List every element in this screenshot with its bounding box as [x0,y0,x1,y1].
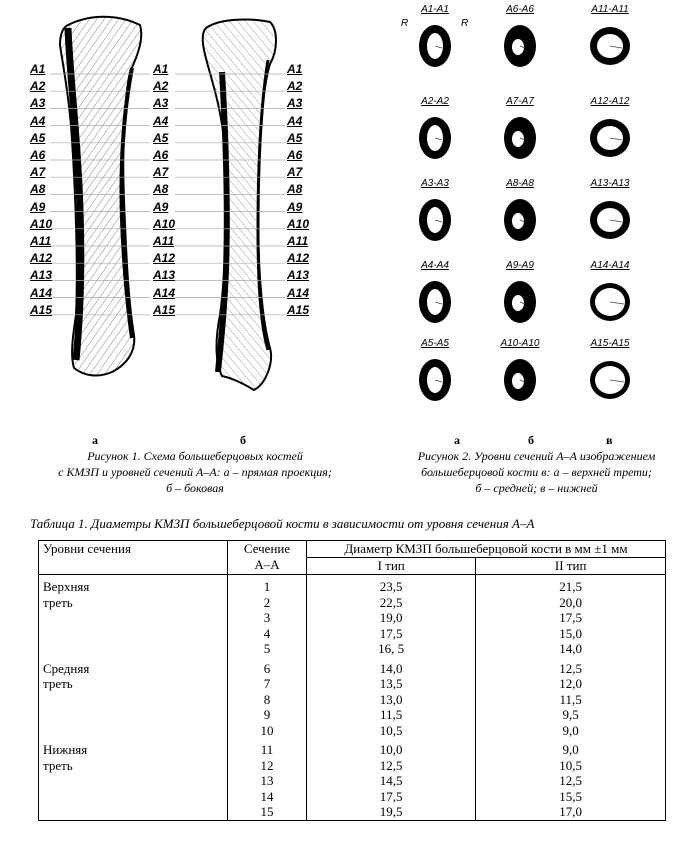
level-group-cell [39,626,228,642]
table-row [39,641,666,657]
cross-section-cell [395,4,475,74]
level-label: A7 [30,165,46,180]
cross-section-cell [480,178,560,248]
level-label: A5 [287,130,303,145]
cross-section-label: A3-A3 [421,178,449,189]
type1-cell: 10,0 [307,738,476,758]
cross-section-shape [395,108,475,168]
section-cell: 8 [228,692,307,708]
table-body [39,575,666,821]
level-label: A14 [153,285,176,300]
cross-section-cell [570,178,650,248]
level-group-cell: Верхняя [39,575,228,595]
table-row [39,738,666,758]
table-title: Таблица 1. Диаметры КМЗП большеберцовой кости в зависимости от уровня сечения А–А [30,516,535,531]
cross-section-label: A4-A4 [421,260,449,271]
type2-cell: 9,5 [476,707,666,723]
type1-cell: 16, 5 [307,641,476,657]
fig1-subfig-a-label: а [92,433,98,447]
level-group-cell: треть [39,676,228,692]
level-label: A13 [287,268,310,283]
level-group-cell [39,610,228,626]
type1-cell: 23,5 [307,575,476,595]
table-row [39,789,666,805]
header-section-line2: А–А [254,557,280,572]
level-label: A9 [153,199,169,214]
level-label: A4 [287,113,303,128]
section-cell: 4 [228,626,307,642]
section-cell: 10 [228,723,307,739]
section-cell: 1 [228,575,307,595]
table-row [39,758,666,774]
table-row [39,657,666,677]
table-row [39,595,666,611]
level-group-cell [39,789,228,805]
tibia-front-view [60,17,141,376]
cross-section-label: A7-A7 [506,96,534,107]
cross-section-label: A5-A5 [421,338,449,349]
cross-section-label: A8-A8 [506,178,534,189]
cross-section-label: A15-A15 [590,338,630,349]
cross-section-shape [570,190,650,250]
type1-cell: 13,5 [307,676,476,692]
type2-cell: 14,0 [476,641,666,657]
type1-cell: 10,5 [307,723,476,739]
type2-cell: 21,5 [476,575,666,595]
type2-cell: 17,0 [476,804,666,820]
cross-section-label: A6-A6 [506,4,534,15]
cross-section-shape [480,350,560,410]
cross-section-label: A12-A12 [590,96,630,107]
type2-cell: 10,5 [476,758,666,774]
type2-cell: 11,5 [476,692,666,708]
level-label: A6 [287,148,303,162]
cross-section-shape [570,272,650,332]
figure-1 [0,0,390,430]
section-cell: 15 [228,804,307,820]
level-label: A7 [153,165,169,180]
fig2-subfig-c-label: в [606,433,613,447]
header-diameter: Диаметр КМЗП большеберцовой кости в мм ±1 мм [307,541,666,558]
level-label: A1 [30,62,46,76]
cross-section-cell [480,338,560,408]
section-cell: 12 [228,758,307,774]
level-label: A14 [30,285,53,300]
cross-section-shape [480,190,560,250]
level-group-cell: треть [39,758,228,774]
type2-cell: 12,5 [476,657,666,677]
level-group-cell: Средняя [39,657,228,677]
type2-cell: 15,5 [476,789,666,805]
level-label: A8 [287,182,303,197]
level-label: A12 [153,251,176,266]
cross-section-cell [395,260,475,330]
level-label: A3 [287,96,303,111]
level-label: A2 [153,79,169,94]
type2-cell: 17,5 [476,610,666,626]
level-label: A10 [153,216,176,231]
header-section [228,541,307,575]
cross-section-cell [570,96,650,166]
type1-cell: 19,5 [307,804,476,820]
level-label: A15 [287,302,310,317]
figure-2-caption [380,448,693,496]
cross-section-label: A10-A10 [500,338,540,349]
section-cell: 14 [228,789,307,805]
section-cell: 5 [228,641,307,657]
radius-label: R [401,18,409,29]
section-cell: 11 [228,738,307,758]
section-cell: 13 [228,773,307,789]
table-row [39,626,666,642]
level-label: A15 [30,302,53,317]
cross-section-label: A9-A9 [506,260,534,271]
cross-section-label: A14-A14 [590,260,630,271]
radius-label: R [461,18,469,29]
cross-section-cell [570,4,650,74]
level-label: A10 [30,216,53,231]
level-label: A1 [153,62,169,76]
header-type1: I тип [307,558,476,575]
section-cell: 3 [228,610,307,626]
level-group-cell [39,707,228,723]
caption-line: б – боковая [166,481,224,495]
level-label: A4 [30,113,46,128]
level-label: A2 [30,79,46,94]
cross-section-cell [480,96,560,166]
table-row [39,692,666,708]
level-label: A12 [287,251,310,266]
fig1-subfig-b-label: б [240,433,246,447]
cross-section-shape [480,272,560,332]
caption-line: большеберцовой кости в: а – верхней трети; [421,465,652,479]
figure-2 [395,0,693,430]
level-label: A7 [287,165,303,180]
header-levels: Уровни сечения [39,541,228,575]
table-row [39,575,666,595]
level-label: A6 [30,148,46,162]
diameter-table [38,540,666,821]
cross-section-shape [570,350,650,410]
table-row [39,676,666,692]
level-label: A14 [287,285,310,300]
level-group-cell [39,804,228,820]
section-cell: 9 [228,707,307,723]
cross-section-cell [395,178,475,248]
cross-section-label: A11-A11 [591,4,629,15]
section-cell: 7 [228,676,307,692]
table-row [39,773,666,789]
cross-section-label: A2-A2 [421,96,449,107]
type1-cell: 19,0 [307,610,476,626]
table-row [39,707,666,723]
fig2-subfig-a-label: а [454,433,460,447]
cross-section-shape [395,272,475,332]
cross-section-cell [570,260,650,330]
type2-cell: 9,0 [476,738,666,758]
cross-section-shape [570,16,650,76]
level-label: A11 [153,234,175,248]
level-label: A12 [30,251,53,266]
caption-line: Рисунок 1. Схема большеберцовых костей [87,449,303,463]
level-group-cell [39,723,228,739]
caption-line: б – средней; в – нижней [475,481,598,495]
cross-section-shape [570,108,650,168]
tibia-diagram [0,0,390,430]
level-label: A3 [30,96,46,111]
type1-cell: 11,5 [307,707,476,723]
type2-cell: 12,5 [476,773,666,789]
cross-section-cell [480,260,560,330]
tibia-side-view [203,20,276,390]
figure-1-caption [0,448,390,496]
type2-cell: 12,0 [476,676,666,692]
level-label: A9 [287,199,303,214]
level-label: A10 [287,216,310,231]
cross-section-cell [395,338,475,408]
level-group-cell: Нижняя [39,738,228,758]
level-label: A11 [287,234,309,248]
cross-section-cell [395,96,475,166]
cross-section-shape [480,108,560,168]
type1-cell: 17,5 [307,626,476,642]
level-label: A15 [153,302,176,317]
level-label: A5 [30,130,46,145]
level-label: A11 [30,234,52,248]
header-type2: II тип [476,558,666,575]
type1-cell: 14,5 [307,773,476,789]
type1-cell: 13,0 [307,692,476,708]
level-label: A6 [153,148,169,162]
section-cell: 2 [228,595,307,611]
caption-line: Рисунок 2. Уровни сечений А–А изображением [417,449,656,463]
level-group-cell [39,773,228,789]
level-group-cell: треть [39,595,228,611]
level-label: A13 [153,268,176,283]
level-label: A8 [153,182,169,197]
level-label: A5 [153,130,169,145]
cross-section-cell [480,4,560,74]
level-label: A13 [30,268,53,283]
level-label: A8 [30,182,46,197]
type2-cell: 20,0 [476,595,666,611]
section-cell: 6 [228,657,307,677]
level-label: A1 [287,62,303,76]
table-row [39,804,666,820]
cross-section-shape [395,190,475,250]
cross-section-shape [395,350,475,410]
level-label: A3 [153,96,169,111]
level-label: A2 [287,79,303,94]
fig2-subfig-b-label: б [528,433,534,447]
type2-cell: 9,0 [476,723,666,739]
level-label: A4 [153,113,169,128]
level-group-cell [39,641,228,657]
type1-cell: 14,0 [307,657,476,677]
cross-section-cell [570,338,650,408]
caption-line: с КМЗП и уровней сечений А–А: а – прямая проекция; [58,465,332,479]
type1-cell: 22,5 [307,595,476,611]
type1-cell: 17,5 [307,789,476,805]
level-label: A9 [30,199,46,214]
level-group-cell [39,692,228,708]
table-row [39,723,666,739]
header-section-line1: Сечение [243,541,291,556]
type1-cell: 12,5 [307,758,476,774]
type2-cell: 15,0 [476,626,666,642]
cross-section-label: A13-A13 [590,178,630,189]
table-row [39,610,666,626]
cross-section-shape [480,16,560,76]
cross-section-label: A1-A1 [421,4,449,15]
